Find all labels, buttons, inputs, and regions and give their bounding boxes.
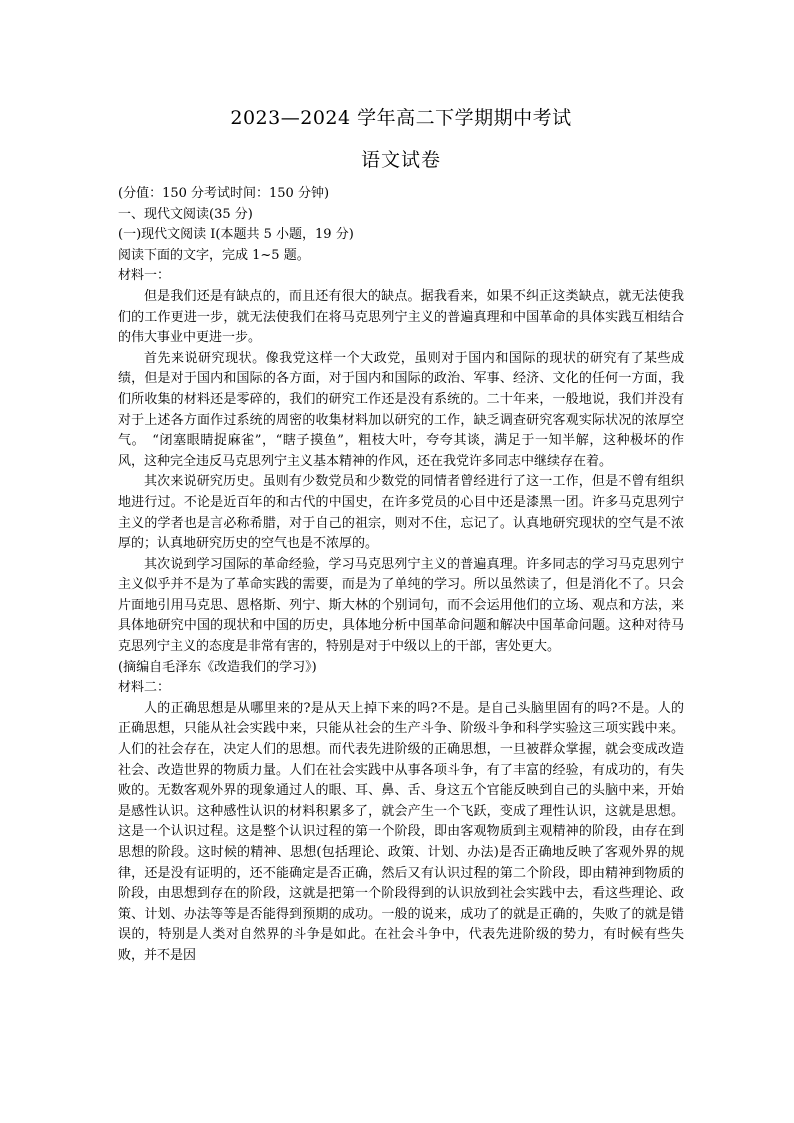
material-one-label: 材料一： [118, 268, 171, 284]
material-one-paragraph: 首先来说研究现状。像我党这样一个大政党，虽则对于国内和国际的现状的研究有了某些成绩，但是对于国内和国际的各方面，对于国内和国际的政治、军事、经济、文化的任何一方面，我们所收集的材料还是零碎的，我们的研究工作还是没有系统的。二十年来，一般地说，我们并没有对于上述各方面作过系统的周密的收集材料加以研究的工作，缺乏调查研究客观实际状况的浓厚空气。 “闭塞眼睛捉麻雀”，“瞎子摸鱼”，粗枝大叶，夸夸其谈，满足于一知半解，这种极坏的作风，这种完全违反马克思列宁主义基本精神的作风，还在我党许多同志中继续存在着。 [118, 350, 684, 469]
exam-title: 2023—2024 学年高二下学期期中考试 [230, 107, 572, 129]
subsection-heading: (一)现代文阅读 I(本题共 5 小题，19 分) [118, 227, 354, 243]
exam-subtitle: 语文试卷 [360, 149, 441, 171]
material-one-paragraph: 其次说到学习国际的革命经验，学习马克思列宁主义的普遍真理。许多同志的学习马克思列宁主义似乎并不是为了革命实践的需要，而是为了单纯的学习。所以虽然读了，但是消化不了。只会片面地引用马克思、恩格斯、列宁、斯大林的个别词句，而不会运用他们的立场、观点和方法，来具体地研究中国的现状和中国的历史，具体地分析中国革命问题和解决中国革命问题。这种对待马克思列宁主义的态度是非常有害的，特别是对于中级以上的干部，害处更大。 [118, 556, 684, 655]
material-two-paragraph: 人的正确思想是从哪里来的?是从天上掉下来的吗?不是。是自己头脑里固有的吗?不是。人的正确思想，只能从社会实践中来，只能从社会的生产斗争、阶级斗争和科学实验这三项实践中来。人们的社会存在，决定人们的思想。而代表先进阶级的正确思想，一旦被群众掌握，就会变成改造社会、改造世界的物质力量。人们在社会实践中从事各项斗争，有了丰富的经验，有成功的，有失败的。无数客观外界的现象通过人的眼、耳、鼻、舌、身这五个官能反映到自己的头脑中来，开始是感性认识。这种感性认识的材料积累多了，就会产生一个飞跃，变成了理性认识，这就是思想。这是一个认识过程。这是整个认识过程的第一个阶段，即由客观物质到主观精神的阶段，由存在到思想的阶段。这时候的精神、思想(包括理论、政策、计划、办法)是否正确地反映了客观外界的规律，还是没有证明的，还不能确定是否正确，然后又有认识过程的第二个阶段，即由精神到物质的阶段，由思想到存在的阶段，这就是把第一个阶段得到的认识放到社会实践中去，看这些理论、政策、计划、办法等等是否能得到预期的成功。一般的说来，成功了的就是正确的，失败了的就是错误的，特别是人类对自然界的斗争是如此。在社会斗争中，代表先进阶级的势力，有时候有些失败，并不是因 [118, 700, 684, 963]
reading-instruction: 阅读下面的文字，完成 1~5 题。 [118, 247, 310, 263]
material-one-source: (摘编自毛泽东《改造我们的学习》) [118, 659, 317, 675]
material-one-paragraph: 但是我们还是有缺点的，而且还有很大的缺点。据我看来，如果不纠正这类缺点，就无法使我们的工作更进一步，就无法使我们在将马克思列宁主义的普遍真理和中国革命的具体实践互相结合的伟大事业中更进一步。 [118, 288, 684, 346]
score-time-info: (分值：150 分考试时间：150 分钟) [118, 186, 330, 201]
material-two-label: 材料二： [118, 680, 171, 696]
material-one-paragraph: 其次来说研究历史。虽则有少数党员和少数党的同情者曾经进行了这一工作，但是不曾有组织地进行过。不论是近百年的和古代的中国史，在许多党员的心目中还是漆黑一团。许多马克思列宁主义的学者也是言必称希腊，对于自己的祖宗，则对不住，忘记了。认真地研究现状的空气是不浓厚的；认真地研究历史的空气也是不浓厚的。 [118, 474, 684, 552]
exam-page [118, 104, 684, 967]
section-heading: 一、现代文阅读(35 分) [118, 206, 253, 222]
